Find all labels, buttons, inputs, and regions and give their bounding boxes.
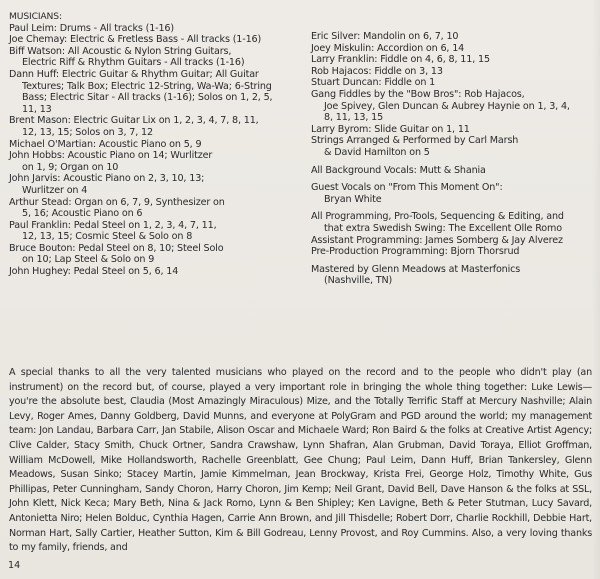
credit-entry xyxy=(9,46,299,69)
credit-entry xyxy=(9,139,299,151)
credit-line: Guest Vocals on "From This Moment On": xyxy=(311,182,503,194)
musicians-heading: MUSICIANS: xyxy=(9,11,62,22)
special-thanks-paragraph: A special thanks to all the very talented musicians who played on the record and to the people who didn't play (an instrument) on the record but, of course, played a very important role in bringing the whole thing together: Luke Lewis—you're the absolute best, Claudia (Most Amazingly Miraculous) Mize, and the Totally Terrific Staff at Mercury Nashville; Alain Levy, Roger Ames, Danny Goldberg, David Munns, and everyone at PolyGram and PGD around the world; my management team: Jon Landau, Barbara Carr, Jan Stabile, Alison Oscar and Michaele Ward; Ron Baird & the folks at Creative Artist Agency; Clive Calder, Stacy Smith, Chuck Ortner, Sandra Crawshaw, Lynn Shafran, Alan Grubman, David Toraya, Elliot Groffman, William McDowell, Mike Hollandsworth, Rachelle Greenblatt, Gee Chung; Paul Leim, Dann Huff, Brian Tankersley, Glenn Meadows, Susan Sinko; Stacey Martin, Jamie Kimmelman, Jean Brockway, Krista Frei, George Holz, Timothy White, Gus Phillipas, Peter Cunningham, Sandy Choron, Harry Choron, Jim Kemp; Neil Grant, David Bell, Dave Hanson & the folks at SSL, John Klett, Nick Keca; Mary Beth, Nina & Jack Romo, Lynn & Ben Shipley; Ken Lavigne, Beth & Peter Stutman, Lucy Savard, Antonietta Niro; Helen Bolduc, Cynthia Hagen, Carrie Ann Brown, and Jill Thisdelle; Robert Dorr, Charlie Rockhill, Debbie Hart, Norman Hart, Sally Cartier, Heather Sutton, Kim & Bill Godreau, Lenny Provost, and Roy Cummins. Also, a very loving thanks to my family, friends, and xyxy=(9,367,592,554)
credit-entry xyxy=(9,115,299,138)
credit-line: Biff Watson: All Acoustic & Nylon String Guitars, xyxy=(9,45,232,57)
credit-entry xyxy=(9,69,299,115)
credit-line: John Jarvis: Acoustic Piano on 2, 3, 10, 13; xyxy=(9,173,205,185)
credit-entry xyxy=(9,173,299,196)
credit-entry xyxy=(311,89,596,124)
credit-line: Arthur Stead: Organ on 6, 7, 9, Synthesizer on xyxy=(9,196,225,208)
credit-line: Eric Silver: Mandolin on 6, 7, 10 xyxy=(311,31,459,42)
musicians-column-left xyxy=(9,11,299,278)
credit-continuation-line: Textures; Talk Box; Electric 12-String, Wa-Wa; 6-String xyxy=(22,80,272,92)
musician-list-left xyxy=(9,23,299,278)
credit-line: Paul Leim: Drums - All tracks (1-16) xyxy=(9,22,174,34)
credit-line: Michael O'Martian: Acoustic Piano on 5, 9 xyxy=(9,138,202,150)
credit-entry xyxy=(311,246,596,258)
credit-line: Gang Fiddles by the "Bow Bros": Rob Hajacos, xyxy=(311,88,525,100)
credit-line: Larry Byrom: Slide Guitar on 1, 11 xyxy=(311,123,470,135)
credit-continuation-line: 11, 13 xyxy=(22,103,52,115)
credit-entry xyxy=(311,182,596,205)
credit-continuation-line: that extra Swedish Swing: The Excellent Olle Romo xyxy=(324,222,562,234)
credit-line: Joey Miskulin: Accordion on 6, 14 xyxy=(311,42,465,54)
musicians-column-right xyxy=(311,31,596,287)
credit-line: Strings Arranged & Performed by Carl Marsh xyxy=(311,135,519,147)
credit-entry xyxy=(311,54,596,66)
credit-continuation-line: on 10; Lap Steel & Solo on 9 xyxy=(22,254,155,266)
credit-line: Assistant Programming: James Somberg & Jay Alverez xyxy=(311,234,563,246)
credit-line: Stuart Duncan: Fiddle on 1 xyxy=(311,77,436,89)
credit-continuation-line: 12, 13, 15; Cosmic Steel & Solo on 8 xyxy=(22,231,193,243)
credit-line: Bruce Bouton: Pedal Steel on 8, 10; Steel Solo xyxy=(9,242,224,254)
credit-entry xyxy=(311,66,596,78)
credit-continuation-line: 12, 13, 15; Solos on 3, 7, 12 xyxy=(22,126,153,138)
credit-line: Larry Franklin: Fiddle on 4, 6, 8, 11, 15 xyxy=(311,54,490,66)
credit-entry xyxy=(9,197,299,220)
credit-entry xyxy=(311,77,596,89)
credit-entry xyxy=(9,23,299,35)
credit-entry xyxy=(311,264,596,287)
credit-entry xyxy=(9,220,299,243)
credit-continuation-line: on 1, 9; Organ on 10 xyxy=(22,161,119,173)
credit-line: John Hobbs: Acoustic Piano on 14; Wurlitzer xyxy=(9,150,213,162)
credit-entry xyxy=(9,34,299,46)
credit-entry xyxy=(311,165,596,177)
credit-entry xyxy=(9,243,299,266)
musician-list-right xyxy=(311,31,596,287)
credit-entry xyxy=(311,31,596,43)
credit-line: Pre-Production Programming: Bjorn Thorsrud xyxy=(311,246,520,258)
credit-continuation-line: 8, 11, 13, 15 xyxy=(324,112,384,124)
credit-line: John Hughey: Pedal Steel on 5, 6, 14 xyxy=(9,266,179,278)
credit-line: Dann Huff: Electric Guitar & Rhythm Guitar; All Guitar xyxy=(9,68,259,80)
credit-entry xyxy=(311,124,596,136)
page-number: 14 xyxy=(8,560,21,571)
page-edge-shadow xyxy=(592,0,600,579)
credit-continuation-line: Wurlitzer on 4 xyxy=(22,184,88,196)
credit-line: All Programming, Pro-Tools, Sequencing & Editing, and xyxy=(311,211,564,223)
credit-entry xyxy=(311,135,596,158)
credit-continuation-line: 5, 16; Acoustic Piano on 6 xyxy=(22,208,143,220)
credit-continuation-line: Bryan White xyxy=(324,193,382,205)
credit-line: Rob Hajacos: Fiddle on 3, 13 xyxy=(311,65,443,77)
credit-line: Joe Chemay: Electric & Fretless Bass - All tracks (1-16) xyxy=(9,34,262,46)
credit-line: Paul Franklin: Pedal Steel on 1, 2, 3, 4, 7, 11, xyxy=(9,219,217,231)
credit-continuation-line: Electric Riff & Rhythm Guitars - All tracks (1-16) xyxy=(22,57,245,69)
credit-continuation-line: Bass; Electric Sitar - All tracks (1-16); Solos on 1, 2, 5, xyxy=(22,92,273,104)
credit-entry xyxy=(311,43,596,55)
credit-entry xyxy=(9,266,299,278)
credit-entry xyxy=(311,211,596,234)
credit-entry xyxy=(311,235,596,247)
credit-entry xyxy=(9,150,299,173)
credit-line: Brent Mason: Electric Guitar Lix on 1, 2, 3, 4, 7, 8, 11, xyxy=(9,115,259,127)
credit-line: All Background Vocals: Mutt & Shania xyxy=(311,164,486,176)
credit-continuation-line: & David Hamilton on 5 xyxy=(324,146,430,158)
credit-continuation-line: Joe Spivey, Glen Duncan & Aubrey Haynie on 1, 3, 4, xyxy=(324,100,570,112)
credit-line: Mastered by Glenn Meadows at Masterfonics xyxy=(311,263,521,275)
credit-continuation-line: (Nashville, TN) xyxy=(324,275,393,287)
